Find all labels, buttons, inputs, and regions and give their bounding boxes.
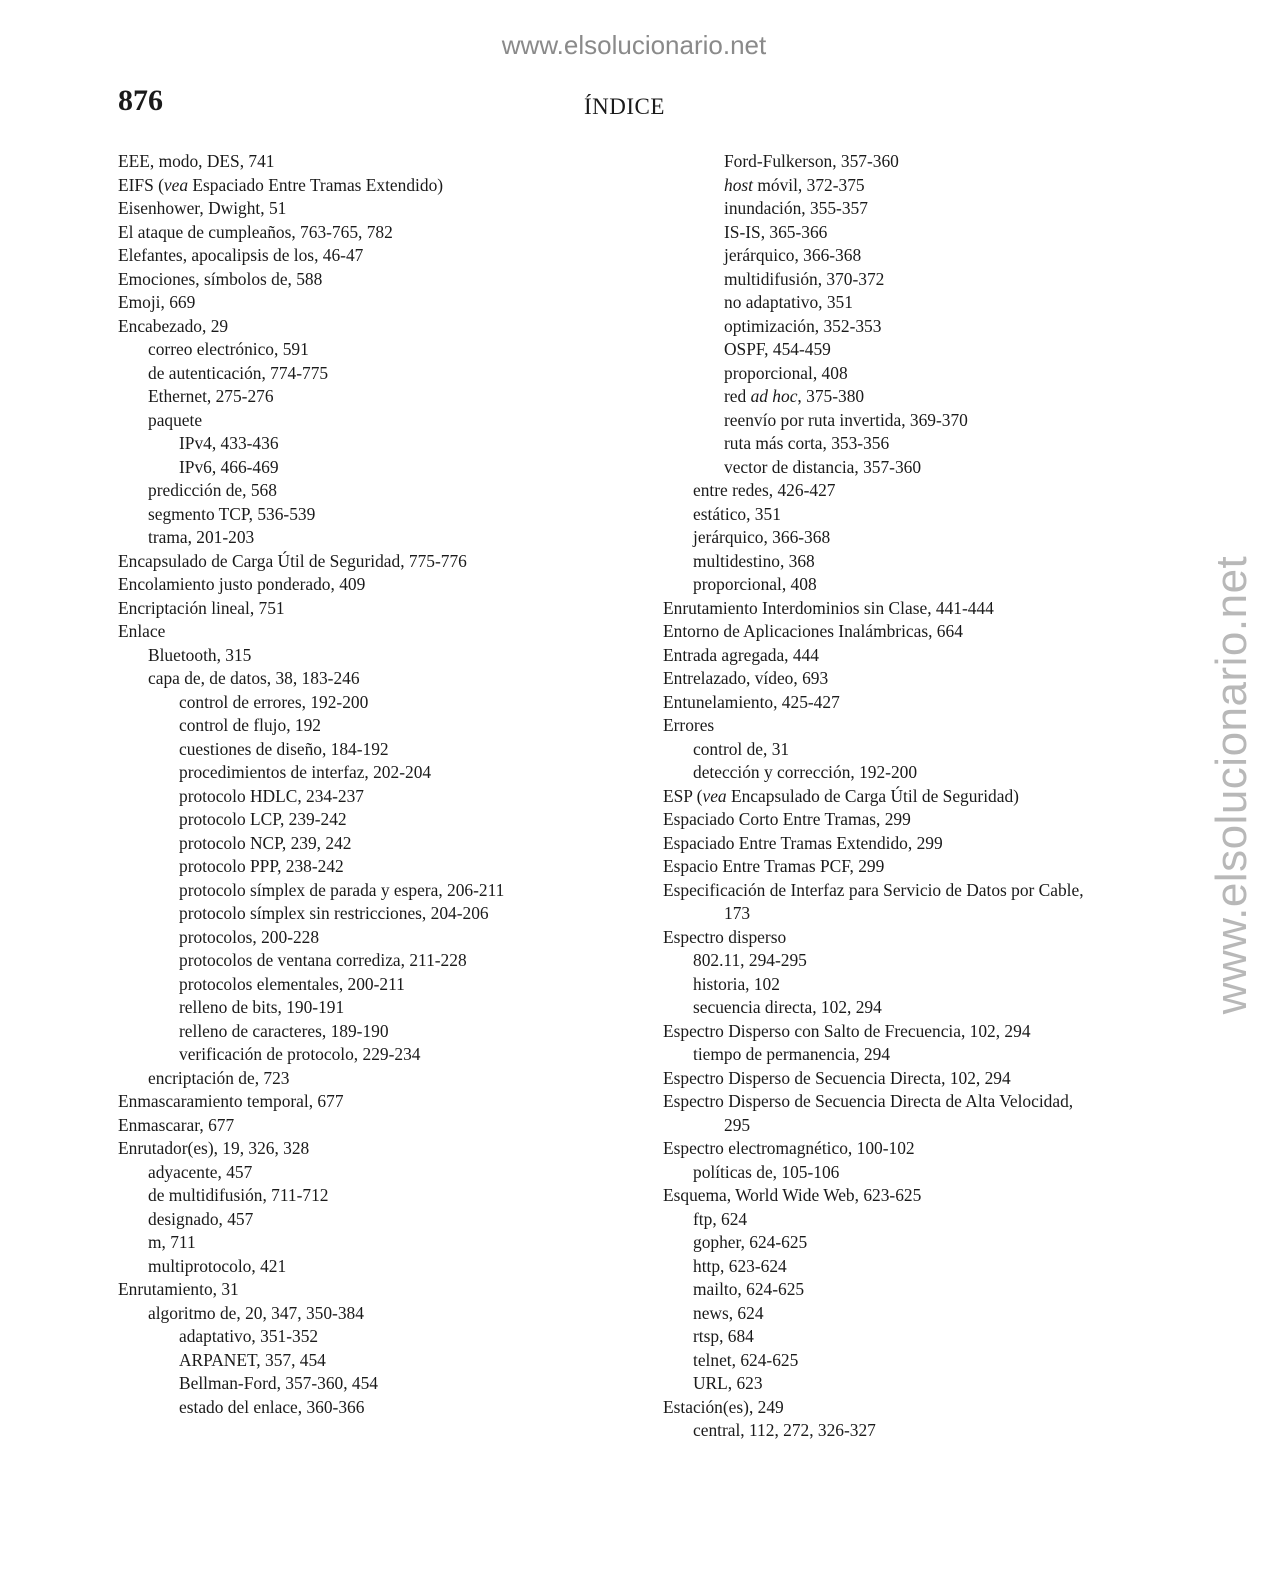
index-entry: protocolo símplex de parada y espera, 206-211 — [179, 879, 505, 900]
index-entry: telnet, 624-625 — [693, 1349, 799, 1370]
index-entry: protocolo NCP, 239, 242 — [179, 832, 352, 853]
index-entry: Ford-Fulkerson, 357-360 — [724, 151, 899, 171]
index-entry: de autenticación, 774-775 — [148, 362, 329, 383]
index-entry: estado del enlace, 360-366 — [179, 1396, 365, 1417]
index-entry: Espectro Disperso con Salto de Frecuencia, 102, 294 — [663, 1020, 1031, 1041]
index-entry: Encriptación lineal, 751 — [118, 597, 285, 618]
index-entry: inundación, 355-357 — [724, 198, 868, 218]
index-entry: central, 112, 272, 326-327 — [693, 1420, 876, 1440]
index-entry: detección y corrección, 192-200 — [693, 762, 918, 782]
index-entry: adaptativo, 351-352 — [179, 1326, 319, 1346]
index-entry: de multidifusión, 711-712 — [148, 1185, 329, 1205]
index-entry: news, 624 — [693, 1302, 764, 1323]
index-entry: encriptación de, 723 — [148, 1067, 290, 1088]
index-entry: tiempo de permanencia, 294 — [693, 1044, 891, 1064]
index-entry: Espacio Entre Tramas PCF, 299 — [663, 856, 885, 876]
index-entry: Espaciado Entre Tramas Extendido, 299 — [663, 832, 943, 853]
index-entry: predicción de, 568 — [148, 480, 277, 500]
page-number: 876 — [118, 84, 163, 117]
index-entry: EIFS (vea Espaciado Entre Tramas Extendido) — [118, 174, 444, 195]
index-entry: IS-IS, 365-366 — [724, 221, 828, 242]
index-entry: 173 — [724, 903, 751, 923]
index-entry: Enrutamiento Interdominios sin Clase, 441-444 — [663, 597, 994, 618]
index-entry: Bellman-Ford, 357-360, 454 — [179, 1373, 379, 1393]
index-entry: Emociones, símbolos de, 588 — [118, 268, 323, 289]
index-entry: Espectro Disperso de Secuencia Directa, 102, 294 — [663, 1067, 1011, 1088]
index-entry: trama, 201-203 — [148, 527, 255, 547]
index-entry: Entrelazado, vídeo, 693 — [663, 668, 829, 688]
index-entry: Errores — [663, 715, 715, 735]
index-entry: políticas de, 105-106 — [693, 1161, 840, 1182]
index-entry: capa de, de datos, 38, 183-246 — [148, 668, 360, 688]
index-entry: protocolos elementales, 200-211 — [179, 973, 405, 994]
index-entry: multidestino, 368 — [693, 550, 815, 571]
index-entry: vector de distancia, 357-360 — [724, 456, 922, 477]
index-entry: multidifusión, 370-372 — [724, 268, 885, 289]
index-entry: URL, 623 — [693, 1373, 763, 1393]
index-entry: Entorno de Aplicaciones Inalámbricas, 664 — [663, 621, 963, 641]
index-entry: protocolo símplex sin restricciones, 204-206 — [179, 903, 489, 923]
index-entry: adyacente, 457 — [148, 1161, 253, 1182]
watermark-side: www.elsolucionario.net — [1207, 555, 1256, 1015]
index-entry: secuencia directa, 102, 294 — [693, 997, 882, 1017]
index-entry: jerárquico, 366-368 — [693, 527, 831, 547]
index-entry: Enmascaramiento temporal, 677 — [118, 1091, 344, 1111]
index-entry: historia, 102 — [693, 973, 780, 994]
index-entry: estático, 351 — [693, 503, 781, 524]
index-entry: Encolamiento justo ponderado, 409 — [118, 574, 366, 594]
index-entry: Enrutamiento, 31 — [118, 1279, 239, 1299]
index-entry: Enlace — [118, 621, 166, 641]
index-entry: Bluetooth, 315 — [148, 644, 252, 665]
index-entry: gopher, 624-625 — [693, 1232, 808, 1252]
index-entry: Encapsulado de Carga Útil de Seguridad, 775-776 — [118, 550, 467, 571]
index-entry: control de, 31 — [693, 738, 790, 759]
index-entry: mailto, 624-625 — [693, 1279, 805, 1299]
index-entry: segmento TCP, 536-539 — [148, 503, 316, 524]
index-entry: Entrada agregada, 444 — [663, 644, 819, 665]
index-entry: proporcional, 408 — [693, 574, 817, 594]
index-column-right — [663, 150, 1153, 1443]
index-entry: Enmascarar, 677 — [118, 1114, 235, 1135]
index-entry: Espaciado Corto Entre Tramas, 299 — [663, 809, 911, 829]
index-entry: rtsp, 684 — [693, 1326, 754, 1346]
index-entry: control de errores, 192-200 — [179, 691, 369, 712]
index-entry: designado, 457 — [148, 1208, 254, 1229]
index-entry: protocolo PPP, 238-242 — [179, 856, 344, 876]
index-entry: protocolo HDLC, 234-237 — [179, 785, 364, 806]
index-entry: Especificación de Interfaz para Servicio de Datos por Cable, — [663, 879, 1084, 900]
index-entry: relleno de caracteres, 189-190 — [179, 1020, 389, 1041]
index-entry: multiprotocolo, 421 — [148, 1255, 287, 1276]
index-entry: ftp, 624 — [693, 1208, 748, 1229]
index-entry: 295 — [724, 1114, 751, 1135]
index-entry: Eisenhower, Dwight, 51 — [118, 198, 287, 218]
index-entry: Esquema, World Wide Web, 623-625 — [663, 1185, 922, 1205]
index-entry: Espectro electromagnético, 100-102 — [663, 1138, 915, 1158]
index-entry: control de flujo, 192 — [179, 715, 321, 735]
index-entry: http, 623-624 — [693, 1255, 787, 1276]
index-entry: algoritmo de, 20, 347, 350-384 — [148, 1302, 364, 1323]
index-column-left — [118, 150, 638, 1419]
index-entry: host móvil, 372-375 — [724, 174, 865, 195]
index-entry: Espectro Disperso de Secuencia Directa de Alta Velocidad, — [663, 1091, 1074, 1111]
index-entry: verificación de protocolo, 229-234 — [179, 1044, 421, 1064]
index-entry: protocolos de ventana corrediza, 211-228 — [179, 950, 467, 970]
index-entry: entre redes, 426-427 — [693, 480, 836, 500]
index-entry: ruta más corta, 353-356 — [724, 433, 890, 453]
page-title: ÍNDICE — [584, 94, 665, 119]
index-entry: optimización, 352-353 — [724, 315, 882, 336]
index-entry: no adaptativo, 351 — [724, 292, 853, 312]
index-entry: m, 711 — [148, 1232, 196, 1252]
watermark-top: www.elsolucionario.net — [501, 30, 767, 60]
index-entry: reenvío por ruta invertida, 369-370 — [724, 409, 968, 430]
index-entry: proporcional, 408 — [724, 362, 848, 383]
index-entry: OSPF, 454-459 — [724, 339, 831, 359]
index-entry: cuestiones de diseño, 184-192 — [179, 738, 389, 759]
index-entry: Emoji, 669 — [118, 292, 196, 312]
index-entry: Elefantes, apocalipsis de los, 46-47 — [118, 245, 364, 265]
index-entry: Espectro disperso — [663, 926, 787, 947]
index-entry: ESP (vea Encapsulado de Carga Útil de Seguridad) — [663, 785, 1019, 806]
index-entry: 802.11, 294-295 — [693, 950, 807, 970]
index-entry: IPv6, 466-469 — [179, 456, 279, 477]
index-entry: protocolos, 200-228 — [179, 926, 320, 947]
index-entry: Encabezado, 29 — [118, 315, 229, 336]
index-entry: Enrutador(es), 19, 326, 328 — [118, 1138, 310, 1158]
index-entry: procedimientos de interfaz, 202-204 — [179, 762, 432, 782]
index-entry: Ethernet, 275-276 — [148, 386, 274, 406]
index-entry: El ataque de cumpleaños, 763-765, 782 — [118, 221, 393, 242]
index-entry: EEE, modo, DES, 741 — [118, 151, 275, 171]
index-entry: Estación(es), 249 — [663, 1396, 784, 1417]
index-entry: Entunelamiento, 425-427 — [663, 691, 840, 712]
index-entry: red ad hoc, 375-380 — [724, 386, 865, 406]
index-entry: paquete — [148, 409, 203, 430]
index-entry: IPv4, 433-436 — [179, 433, 279, 453]
index-entry: ARPANET, 357, 454 — [179, 1349, 326, 1370]
index-entry: correo electrónico, 591 — [148, 339, 309, 359]
index-entry: protocolo LCP, 239-242 — [179, 809, 347, 829]
index-entry: jerárquico, 366-368 — [724, 245, 862, 265]
index-entry: relleno de bits, 190-191 — [179, 997, 345, 1017]
